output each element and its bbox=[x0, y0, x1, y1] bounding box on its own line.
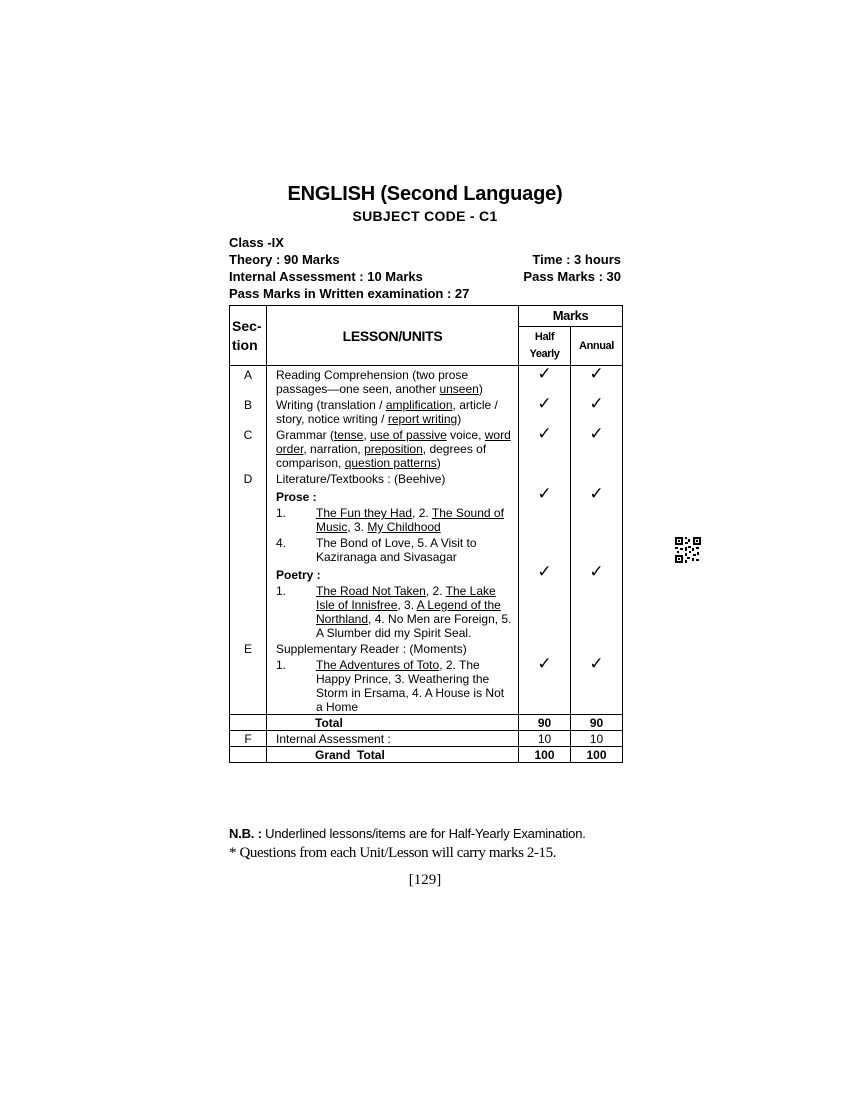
marks-table bbox=[229, 305, 623, 763]
internal-half-yearly: 10 bbox=[519, 731, 571, 747]
table-row-poetry bbox=[230, 564, 623, 640]
table-row-total bbox=[230, 715, 623, 731]
section-letter: D bbox=[230, 470, 267, 486]
item-number: 1. bbox=[276, 658, 287, 672]
meta-theory-line bbox=[229, 252, 621, 267]
lesson-text-part: Writing (translation / bbox=[276, 398, 386, 412]
header-section-line2: tion bbox=[232, 336, 258, 353]
header-section-line1: Sec- bbox=[232, 317, 262, 334]
qr-code-icon bbox=[675, 537, 701, 563]
grand-total-annual: 100 bbox=[571, 747, 623, 763]
empty-section-cell bbox=[230, 486, 267, 564]
table-row-grand-total bbox=[230, 747, 623, 763]
table-row-section-b bbox=[230, 396, 623, 426]
pass-marks-written: Pass Marks in Written examination : 27 bbox=[229, 286, 470, 301]
nb-text: Underlined lessons/items are for Half-Yearly Examination. bbox=[261, 826, 586, 841]
lesson-text-part: ) bbox=[436, 456, 441, 470]
checkmark-icon: ✓ bbox=[519, 564, 571, 640]
underlined-lesson: use of passive bbox=[370, 428, 447, 442]
prose-label: Prose : bbox=[276, 490, 317, 504]
lesson-text bbox=[267, 366, 519, 397]
list-item bbox=[276, 584, 512, 640]
lesson-text-part: , 2. The Happy Prince, 3. Weathering the Storm in Ersama, 4. A House is Not a Home bbox=[316, 658, 505, 714]
pass-marks: Pass Marks : 30 bbox=[523, 269, 621, 284]
empty-section-cell bbox=[230, 656, 267, 715]
underlined-lesson: My Childhood bbox=[367, 520, 441, 534]
underlined-lesson: tense bbox=[334, 428, 364, 442]
lesson-text-part: , article / story, notice writing / bbox=[276, 398, 498, 426]
lesson-text-part: , degrees of comparison, bbox=[276, 442, 487, 470]
empty-section-cell bbox=[230, 747, 267, 763]
underlined-lesson: report writing bbox=[387, 412, 458, 426]
checkmark-icon: ✓ bbox=[519, 486, 571, 564]
lesson-text-part: , narration, bbox=[303, 442, 365, 456]
checkmark-icon: ✓ bbox=[571, 486, 623, 564]
item-text bbox=[316, 658, 512, 714]
lesson-text: Supplementary Reader : (Moments) bbox=[267, 640, 519, 656]
grand-total-label: Grand Total bbox=[267, 747, 519, 763]
lesson-text-part: Grammar ( bbox=[276, 428, 334, 442]
checkmark-icon: ✓ bbox=[519, 656, 571, 715]
class-label: Class -IX bbox=[229, 235, 284, 250]
section-letter: B bbox=[230, 396, 267, 426]
list-item bbox=[276, 506, 512, 534]
table-row-section-e bbox=[230, 640, 623, 656]
section-letter: E bbox=[230, 640, 267, 656]
table-row-prose bbox=[230, 486, 623, 564]
total-half-yearly: 90 bbox=[519, 715, 571, 731]
underlined-lesson: question patterns bbox=[344, 456, 437, 470]
item-text: The Bond of Love, 5. A Visit to Kaziranaga and Sivasagar bbox=[316, 536, 477, 564]
checkmark-icon: ✓ bbox=[571, 396, 623, 426]
underlined-lesson: The Fun they Had bbox=[316, 506, 413, 520]
header-lesson-units: LESSON/UNITS bbox=[267, 306, 519, 366]
lesson-text-part: ) bbox=[457, 412, 462, 426]
item-number: 4. bbox=[276, 536, 287, 550]
underlined-lesson: The Road Not Taken bbox=[316, 584, 426, 598]
lesson-text bbox=[267, 396, 519, 426]
subject-code: SUBJECT CODE - C1 bbox=[352, 208, 498, 224]
prose-block bbox=[267, 486, 519, 564]
header-annual: Annual bbox=[571, 327, 623, 366]
underlined-lesson: A Legend of the Northland bbox=[316, 598, 501, 626]
underlined-lesson: The Sound of Music bbox=[316, 506, 504, 534]
section-letter: C bbox=[230, 426, 267, 470]
lesson-text-part: , bbox=[363, 428, 371, 442]
meta-internal-line bbox=[229, 269, 621, 284]
lesson-text-part: , 3. bbox=[347, 520, 368, 534]
internal-assessment-marks: Internal Assessment : 10 Marks bbox=[229, 269, 423, 284]
lesson-text-part: , 2. bbox=[425, 584, 446, 598]
table-row-section-c bbox=[230, 426, 623, 470]
underlined-lesson: word order bbox=[276, 428, 511, 456]
nb-label: N.B. : bbox=[229, 826, 262, 841]
header-half-line2: Yearly bbox=[529, 348, 560, 360]
marks-table-container bbox=[229, 305, 622, 763]
total-label: Total bbox=[267, 715, 519, 731]
checkmark-icon: ✓ bbox=[571, 366, 623, 397]
meta-pass-written-line bbox=[229, 286, 621, 301]
internal-annual: 10 bbox=[571, 731, 623, 747]
questions-note: * Questions from each Unit/Lesson will carry marks 2-15. bbox=[229, 845, 557, 861]
exam-time: Time : 3 hours bbox=[532, 252, 621, 267]
checkmark-icon: ✓ bbox=[519, 396, 571, 426]
internal-label: Internal Assessment : bbox=[267, 731, 519, 747]
checkmark-icon: ✓ bbox=[571, 656, 623, 715]
checkmark-icon: ✓ bbox=[571, 426, 623, 470]
document-title: ENGLISH (Second Language) bbox=[287, 183, 563, 205]
supplementary-block bbox=[267, 656, 519, 715]
lesson-text-part: Reading Comprehension (two prose passages—one seen, another bbox=[276, 368, 469, 396]
underlined-lesson: The Adventures of Toto bbox=[316, 658, 440, 672]
lesson-text-part: voice, bbox=[446, 428, 485, 442]
item-text bbox=[316, 584, 512, 640]
meta-class-line bbox=[229, 235, 621, 250]
item-text bbox=[316, 506, 512, 534]
section-letter: A bbox=[230, 366, 267, 397]
underlined-lesson: preposition bbox=[364, 442, 423, 456]
theory-marks: Theory : 90 Marks bbox=[229, 252, 340, 267]
grand-total-half-yearly: 100 bbox=[519, 747, 571, 763]
header-half-yearly bbox=[519, 327, 571, 366]
underlined-lesson: unseen bbox=[439, 382, 479, 396]
table-row-supplementary bbox=[230, 656, 623, 715]
underlined-lesson: The Lake Isle of Innisfree bbox=[316, 584, 496, 612]
empty-section-cell bbox=[230, 715, 267, 731]
poetry-label: Poetry : bbox=[276, 568, 321, 582]
table-row-internal bbox=[230, 731, 623, 747]
list-item bbox=[276, 536, 512, 564]
page-number: [129] bbox=[408, 872, 442, 888]
table-row-section-a bbox=[230, 366, 623, 397]
empty-section-cell bbox=[230, 564, 267, 640]
header-section bbox=[230, 306, 267, 366]
lesson-text: Literature/Textbooks : (Beehive) bbox=[267, 470, 519, 486]
item-number: 1. bbox=[276, 584, 287, 598]
poetry-block bbox=[267, 564, 519, 640]
nb-note bbox=[229, 826, 586, 841]
lesson-text-part: , 4. No Men are Foreign, 5. A Slumber did my Spirit Seal. bbox=[316, 612, 512, 640]
checkmark-icon: ✓ bbox=[519, 366, 571, 397]
checkmark-icon: ✓ bbox=[571, 564, 623, 640]
section-letter: F bbox=[230, 731, 267, 747]
total-annual: 90 bbox=[571, 715, 623, 731]
list-item bbox=[276, 658, 512, 714]
lesson-text bbox=[267, 426, 519, 470]
lesson-text-part: , 2. bbox=[412, 506, 432, 520]
header-half-line1: Half bbox=[534, 331, 555, 343]
lesson-text-part: ) bbox=[478, 382, 483, 396]
underlined-lesson: amplification bbox=[385, 398, 453, 412]
header-marks: Marks bbox=[519, 306, 623, 327]
item-number: 1. bbox=[276, 506, 287, 520]
lesson-text-part: , 3. bbox=[397, 598, 417, 612]
table-row-section-d bbox=[230, 470, 623, 486]
checkmark-icon: ✓ bbox=[519, 426, 571, 470]
